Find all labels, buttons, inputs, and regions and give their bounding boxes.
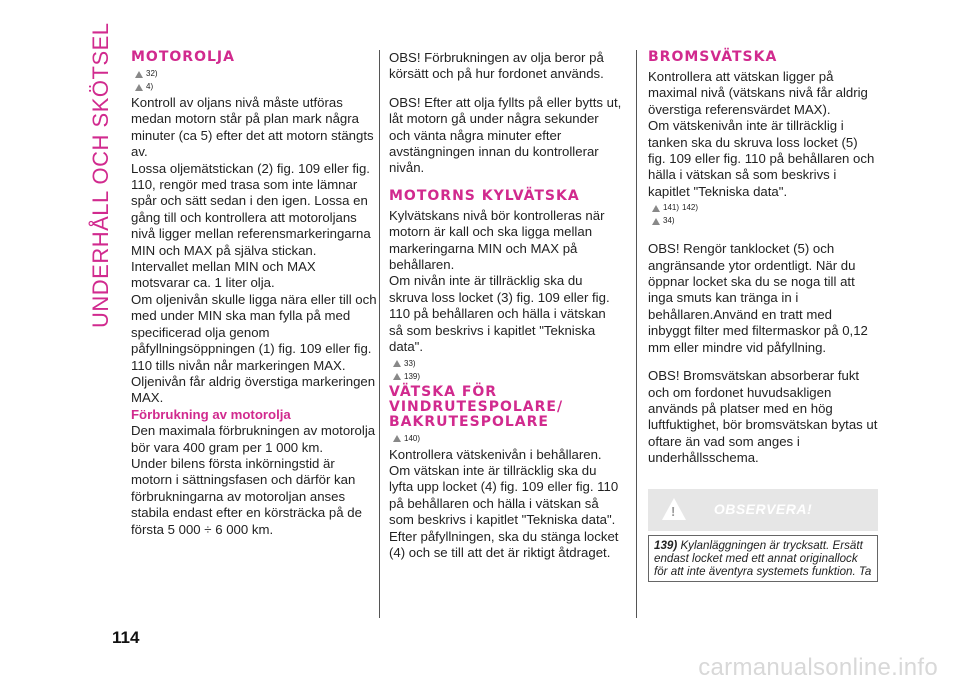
reference-label: 142) [682, 203, 699, 213]
reference-label: 4) [146, 82, 154, 91]
reference-label: 32) [146, 69, 158, 78]
paragraph: OBS! Efter att olja fyllts på eller bytts ut, låt motorn gå under några sekunder och vänta några minuter efter avstängningen innan du kontrollerar nivån. [389, 94, 622, 176]
subheading-forbrukning: Förbrukning av motorolja [131, 406, 291, 422]
warning-triangle-icon [393, 435, 401, 442]
observera-banner [648, 489, 878, 531]
paragraph: OBS! Förbrukningen av olja beror på körsätt och på hur fordonet används. [389, 50, 604, 82]
paragraph: OBS! Bromsvätskan absorberar fukt och om fordonet huvudsakligen används på platser med en hög luftfuktighet, bör bromsvätskan bytas ut oftare än vad som anges i underhållsschema. [648, 368, 878, 466]
column-1 [131, 50, 377, 538]
paragraph: Intervallet mellan MIN och MAX motsvarar ca. 1 liter olja. [131, 259, 316, 291]
reference-139 [393, 372, 623, 382]
paragraph: Kontrollera att vätskan ligger på maximal nivå (vätskans nivå får aldrig överstiga referensvärdet MAX). [648, 69, 868, 117]
paragraph: Kontroll av oljans nivå måste utföras medan motorn står på plan mark några minuter (ca 5) efter det att motorn stängts av. [131, 95, 374, 160]
reference-label: 34) [663, 216, 675, 226]
reference-33 [393, 359, 623, 369]
reference-140 [393, 434, 623, 444]
reference-141-142 [652, 203, 878, 213]
spacer [648, 356, 878, 368]
paragraph: Om vätskan inte är tillräcklig ska du lyfta upp locket (4) fig. 109 eller fig. 110 på behållaren och hälla i vätskan så som beskrivs i kapitlet "Tekniska data". [389, 462, 619, 528]
heading-bromsvatska: BROMSVÄTSKA [648, 49, 778, 65]
column-3 [648, 50, 878, 582]
warning-triangle-icon [652, 218, 660, 225]
observera-title: OBSERVERA! [713, 501, 813, 518]
warning-triangle-icon [393, 373, 401, 380]
spacer [389, 83, 623, 95]
column-divider [379, 50, 380, 618]
warning-triangle-icon [662, 498, 686, 520]
warning-triangle-icon [393, 360, 401, 367]
column-divider [636, 50, 637, 618]
heading-motorns-kylvatska: MOTORNS KYLVÄTSKA [389, 187, 580, 204]
warning-triangle-icon [135, 71, 143, 78]
note-number: 139) [654, 538, 678, 552]
paragraph: Under bilens första inkörningstid är motorn i sättningsfasen och därför kan förbrukningarna av motoroljan anses stabila endast efter en körsträcka på de första 5 000 ÷ 6 000 km. [131, 455, 362, 537]
chapter-side-title-text: UNDERHÅLL OCH SKÖTSEL [88, 22, 113, 328]
page-number: 114 [112, 628, 140, 647]
reference-32 [135, 69, 377, 79]
warning-triangle-icon [135, 84, 143, 91]
paragraph: Kylvätskans nivå bör kontrolleras när motorn är kall och ska ligga mellan markeringarna MIN och MAX på behållaren. [389, 207, 605, 273]
warning-note [648, 535, 878, 582]
paragraph: Den maximala förbrukningen av motorolja bör vara 400 gram per 1 000 km. [131, 423, 376, 455]
paragraph: Efter påfyllningen, ska du stänga locket (4) och se till att det är riktigt åtdraget. [389, 528, 619, 560]
paragraph: Om vätskenivån inte är tillräcklig i tanken ska du skruva loss locket (5) fig. 109 eller fig. 110 på behållaren och hälla i vätskan så som beskrivs i kapitlet "Tekniska data". [648, 118, 875, 199]
spacer [648, 229, 878, 241]
chapter-side-title [86, 22, 113, 328]
paragraph: Om nivån inte är tillräcklig ska du skruva loss locket (3) fig. 109 eller fig. 110 på behållaren och hälla i vätskan så som beskrivs i kapitlet "Tekniska data". [389, 273, 610, 355]
paragraph: Lossa oljemätstickan (2) fig. 109 eller fig. 110, rengör med trasa som inte lämnar spår och sätt sedan i den igen. Lossa en gång till och kontrollera att motoroljans nivå ligger mellan referensmarkeringarna MIN och MAX på själva stickan. [131, 160, 371, 258]
reference-4 [135, 82, 377, 92]
column-2 [389, 50, 623, 561]
paragraph: Kontrollera vätskenivån i behållaren. [389, 446, 602, 462]
reference-label: 139) [404, 371, 421, 381]
reference-label: 141) [663, 203, 680, 213]
reference-label: 33) [404, 358, 416, 368]
reference-34 [652, 216, 878, 226]
note-text: Kylanläggningen är trycksatt. Ersätt endast locket med ett annat originallock för att inte äventyra systemets funktion. Ta [654, 538, 872, 578]
paragraph: Om oljenivån skulle ligga nära eller till och med under MIN ska man fylla på med specificerad olja genom påfyllningsöppningen (1) fig. 109 eller fig. 110 tills nivån når markeringen MAX. Oljenivån får aldrig överstiga markeringen MAX. [131, 291, 377, 406]
paragraph: OBS! Rengör tanklocket (5) och angränsande ytor ordentligt. När du öppnar locket ska du se noga till att inga smuts kan tränga in i behållaren.Använd en tratt med inbyggt filter med filtermaskor på 0,12 mm eller mindre vid påfyllning. [648, 241, 868, 355]
heading-motorolja: MOTOROLJA [131, 49, 235, 65]
heading-vatska-for-vindrutespolare: VÄTSKA FÖR VINDRUTESPOLARE/ BAKRUTESPOLARE [389, 383, 564, 430]
warning-triangle-icon [652, 205, 660, 212]
reference-label: 140) [404, 433, 421, 443]
watermark: carmanualsonline.info [698, 654, 938, 681]
